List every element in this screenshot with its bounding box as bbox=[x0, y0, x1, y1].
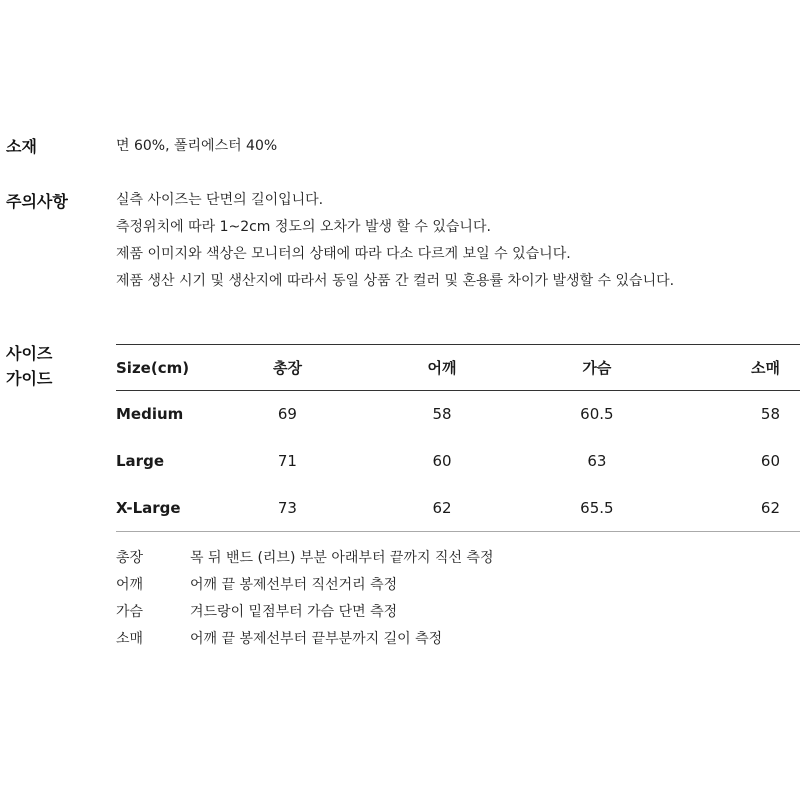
size-name: Large bbox=[116, 452, 164, 470]
notes-line-2: 측정위치에 따라 1~2cm 정도의 오차가 발생 할 수 있습니다. bbox=[116, 219, 491, 235]
definition-desc: 어깨 끝 봉제선부터 끝부분까지 길이 측정 bbox=[190, 631, 443, 647]
header-sleeve: 소매 bbox=[660, 345, 800, 391]
sleeve-value: 62 bbox=[660, 485, 800, 532]
table-row bbox=[116, 438, 800, 485]
shoulder-value: 60 bbox=[432, 452, 452, 470]
header-chest: 가슴 bbox=[534, 345, 660, 391]
material-label: 소재 bbox=[6, 137, 37, 156]
table-row bbox=[116, 391, 800, 438]
notes-label: 주의사항 bbox=[6, 192, 68, 211]
chest-value: 60.5 bbox=[580, 405, 614, 424]
definition-term: 총장 bbox=[116, 550, 144, 566]
length-value: 71 bbox=[277, 452, 297, 470]
sleeve-value: 58 bbox=[760, 405, 780, 424]
table-row bbox=[116, 485, 800, 532]
shoulder-value: 62 bbox=[350, 485, 533, 532]
chest-value: 63 bbox=[587, 452, 607, 470]
material-value: 면 60%, 폴리에스터 40% bbox=[116, 138, 278, 154]
header-size: Size(cm) bbox=[116, 345, 225, 391]
shoulder-value: 58 bbox=[432, 405, 452, 424]
size-guide-label-line1: 사이즈 bbox=[6, 344, 53, 363]
definition-row bbox=[116, 572, 493, 599]
notes-list bbox=[116, 187, 674, 295]
length-value: 73 bbox=[225, 485, 351, 532]
size-table bbox=[116, 344, 800, 532]
header-shoulder: 어깨 bbox=[350, 345, 533, 391]
definition-desc: 목 뒤 밴드 (리브) 부분 아래부터 끝까지 직선 측정 bbox=[190, 550, 494, 566]
definition-term: 어깨 bbox=[116, 577, 144, 593]
definition-term: 소매 bbox=[116, 631, 144, 647]
length-value: 69 bbox=[277, 405, 297, 424]
definition-row bbox=[116, 599, 493, 626]
size-table-header-row bbox=[116, 345, 800, 391]
size-guide-label-line2: 가이드 bbox=[6, 369, 53, 388]
sleeve-value: 60 bbox=[760, 452, 780, 470]
notes-line-4: 제품 생산 시기 및 생산지에 따라서 동일 상품 간 컬러 및 혼용률 차이가 발생할 수 있습니다. bbox=[116, 273, 675, 289]
size-name: Medium bbox=[116, 405, 184, 424]
chest-value: 65.5 bbox=[534, 485, 660, 532]
measurement-definitions bbox=[116, 545, 493, 653]
definition-term: 가슴 bbox=[116, 604, 144, 620]
definition-row bbox=[116, 626, 493, 653]
definition-row bbox=[116, 545, 493, 572]
header-length: 총장 bbox=[225, 345, 351, 391]
size-guide-label bbox=[6, 341, 52, 391]
notes-line-1: 실측 사이즈는 단면의 길이입니다. bbox=[116, 192, 324, 208]
size-name: X-Large bbox=[116, 485, 225, 532]
definition-desc: 어깨 끝 봉제선부터 직선거리 측정 bbox=[190, 577, 398, 593]
notes-line-3: 제품 이미지와 색상은 모니터의 상태에 따라 다소 다르게 보일 수 있습니다. bbox=[116, 246, 571, 262]
definition-desc: 겨드랑이 밑점부터 가슴 단면 측정 bbox=[190, 604, 398, 620]
